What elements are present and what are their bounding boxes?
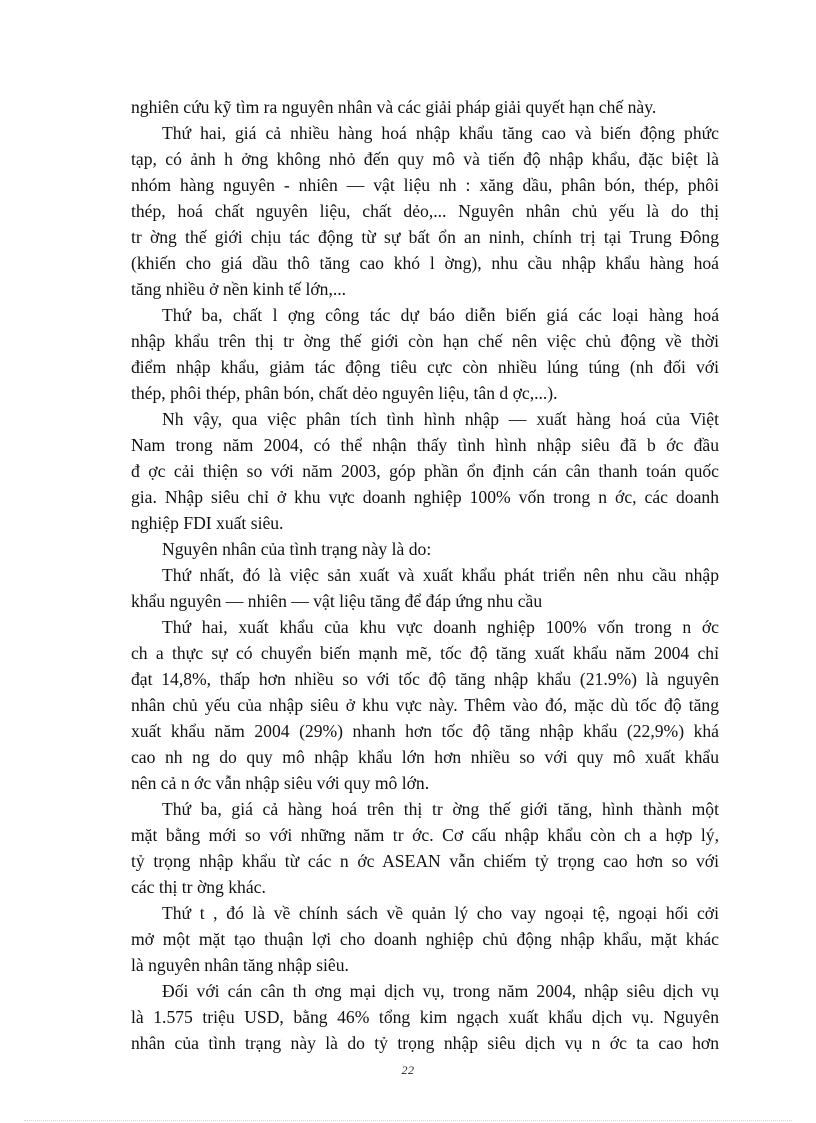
paragraph-start-line: Nh vậy, qua việc phân tích tình hình nhập — xuất hàng hoá của Việt bbox=[162, 409, 719, 429]
text-line: điểm nhập khẩu, giảm tác động tiêu cực còn nhiều lúng túng (nh đối với bbox=[131, 357, 719, 377]
paragraph-start-line: Đối với cán cân th ơng mại dịch vụ, trong năm 2004, nhập siêu dịch vụ bbox=[162, 981, 719, 1001]
text-line: là nguyên nhân tăng nhập siêu. bbox=[131, 955, 349, 975]
text-line: gia. Nhập siêu chỉ ở khu vực doanh nghiệp 100% vốn trong n ớc, các doanh bbox=[131, 487, 719, 507]
text-line: nhóm hàng nguyên - nhiên — vật liệu nh : xăng dầu, phân bón, thép, phôi bbox=[131, 175, 719, 195]
paragraph-start-line: Nguyên nhân của tình trạng này là do: bbox=[162, 539, 432, 559]
text-line: nhân chủ yếu của nhập siêu ở khu vực này. Thêm vào đó, mặc dù tốc độ tăng bbox=[131, 695, 719, 715]
paragraph-start-line: Thứ ba, chất l ợng công tác dự báo diễn biến giá các loại hàng hoá bbox=[162, 305, 719, 325]
text-line: nên cả n ớc vẫn nhập siêu với quy mô lớn. bbox=[131, 773, 430, 793]
text-line: Nam trong năm 2004, có thể nhận thấy tình hình nhập siêu đã b ớc đầu bbox=[131, 435, 719, 455]
text-line: tăng nhiều ở nền kinh tế lớn,... bbox=[131, 279, 347, 299]
text-line: khẩu nguyên — nhiên — vật liệu tăng để đáp ứng nhu cầu bbox=[131, 591, 543, 611]
text-line: mở một mặt tạo thuận lợi cho doanh nghiệp chủ động nhập khẩu, mặt khác bbox=[131, 929, 719, 949]
text-line: các thị tr ờng khác. bbox=[131, 877, 266, 897]
text-line: tạp, có ảnh h ởng không nhỏ đến quy mô và tiến độ nhập khẩu, đặc biệt là bbox=[131, 149, 719, 169]
text-line: nhân của tình trạng này là do tỷ trọng nhập siêu dịch vụ n ớc ta cao hơn bbox=[131, 1033, 719, 1053]
paragraph-start-line: Thứ hai, giá cả nhiều hàng hoá nhập khẩu tăng cao và biến động phức bbox=[162, 123, 719, 143]
text-line: mặt bằng mới so với những năm tr ớc. Cơ cấu nhập khẩu còn ch a hợp lý, bbox=[131, 825, 719, 845]
text-line: đạt 14,8%, thấp hơn nhiều so với tốc độ tăng nhập khẩu (21.9%) là nguyên bbox=[131, 669, 719, 689]
text-line: ch a thực sự có chuyển biến mạnh mẽ, tốc độ tăng xuất khẩu năm 2004 chỉ bbox=[131, 643, 719, 663]
paragraph-start-line: Thứ hai, xuất khẩu của khu vực doanh nghiệp 100% vốn trong n ớc bbox=[162, 617, 719, 637]
text-line: tỷ trọng nhập khẩu từ các n ớc ASEAN vẫn chiếm tỷ trọng cao hơn so với bbox=[131, 851, 719, 871]
text-line: nghiên cứu kỹ tìm ra nguyên nhân và các giải pháp giải quyết hạn chế này. bbox=[131, 97, 657, 117]
paragraph-start-line: Thứ ba, giá cả hàng hoá trên thị tr ờng thế giới tăng, hình thành một bbox=[162, 799, 719, 819]
text-line: cao nh ng do quy mô nhập khẩu lớn hơn nhiều so với quy mô xuất khẩu bbox=[131, 747, 719, 767]
text-line: là 1.575 triệu USD, bằng 46% tổng kim ngạch xuất khẩu dịch vụ. Nguyên bbox=[131, 1007, 719, 1027]
paragraph-start-line: Thứ nhất, đó là việc sản xuất và xuất khẩu phát triển nên nhu cầu nhập bbox=[162, 565, 719, 585]
text-line: (khiến cho giá dầu thô tăng cao khó l ờng), nhu cầu nhập khẩu hàng hoá bbox=[131, 253, 719, 273]
body-text bbox=[131, 94, 719, 1056]
text-line: xuất khẩu năm 2004 (29%) nhanh hơn tốc độ tăng nhập khẩu (22,9%) khá bbox=[131, 721, 719, 741]
text-line: thép, phôi thép, phân bón, chất dẻo nguyên liệu, tân d ợc,...). bbox=[131, 383, 558, 403]
paragraph-start-line: Thứ t , đó là về chính sách về quản lý cho vay ngoại tệ, ngoại hối cởi bbox=[162, 903, 719, 923]
text-line: tr ờng thế giới chịu tác động từ sự bất ổn an ninh, chính trị tại Trung Đông bbox=[131, 227, 719, 247]
page-bottom-divider bbox=[24, 1120, 792, 1121]
text-line: đ ợc cải thiện so với năm 2003, góp phần ổn định cán cân thanh toán quốc bbox=[131, 461, 719, 481]
text-line: nhập khẩu trên thị tr ờng thế giới còn hạn chế nên việc chủ động về thời bbox=[131, 331, 719, 351]
page-number: 22 bbox=[401, 1063, 415, 1077]
text-line: thép, hoá chất nguyên liệu, chất dẻo,... Nguyên nhân chủ yếu là do thị bbox=[131, 201, 719, 221]
text-line: nghiệp FDI xuất siêu. bbox=[131, 513, 284, 533]
